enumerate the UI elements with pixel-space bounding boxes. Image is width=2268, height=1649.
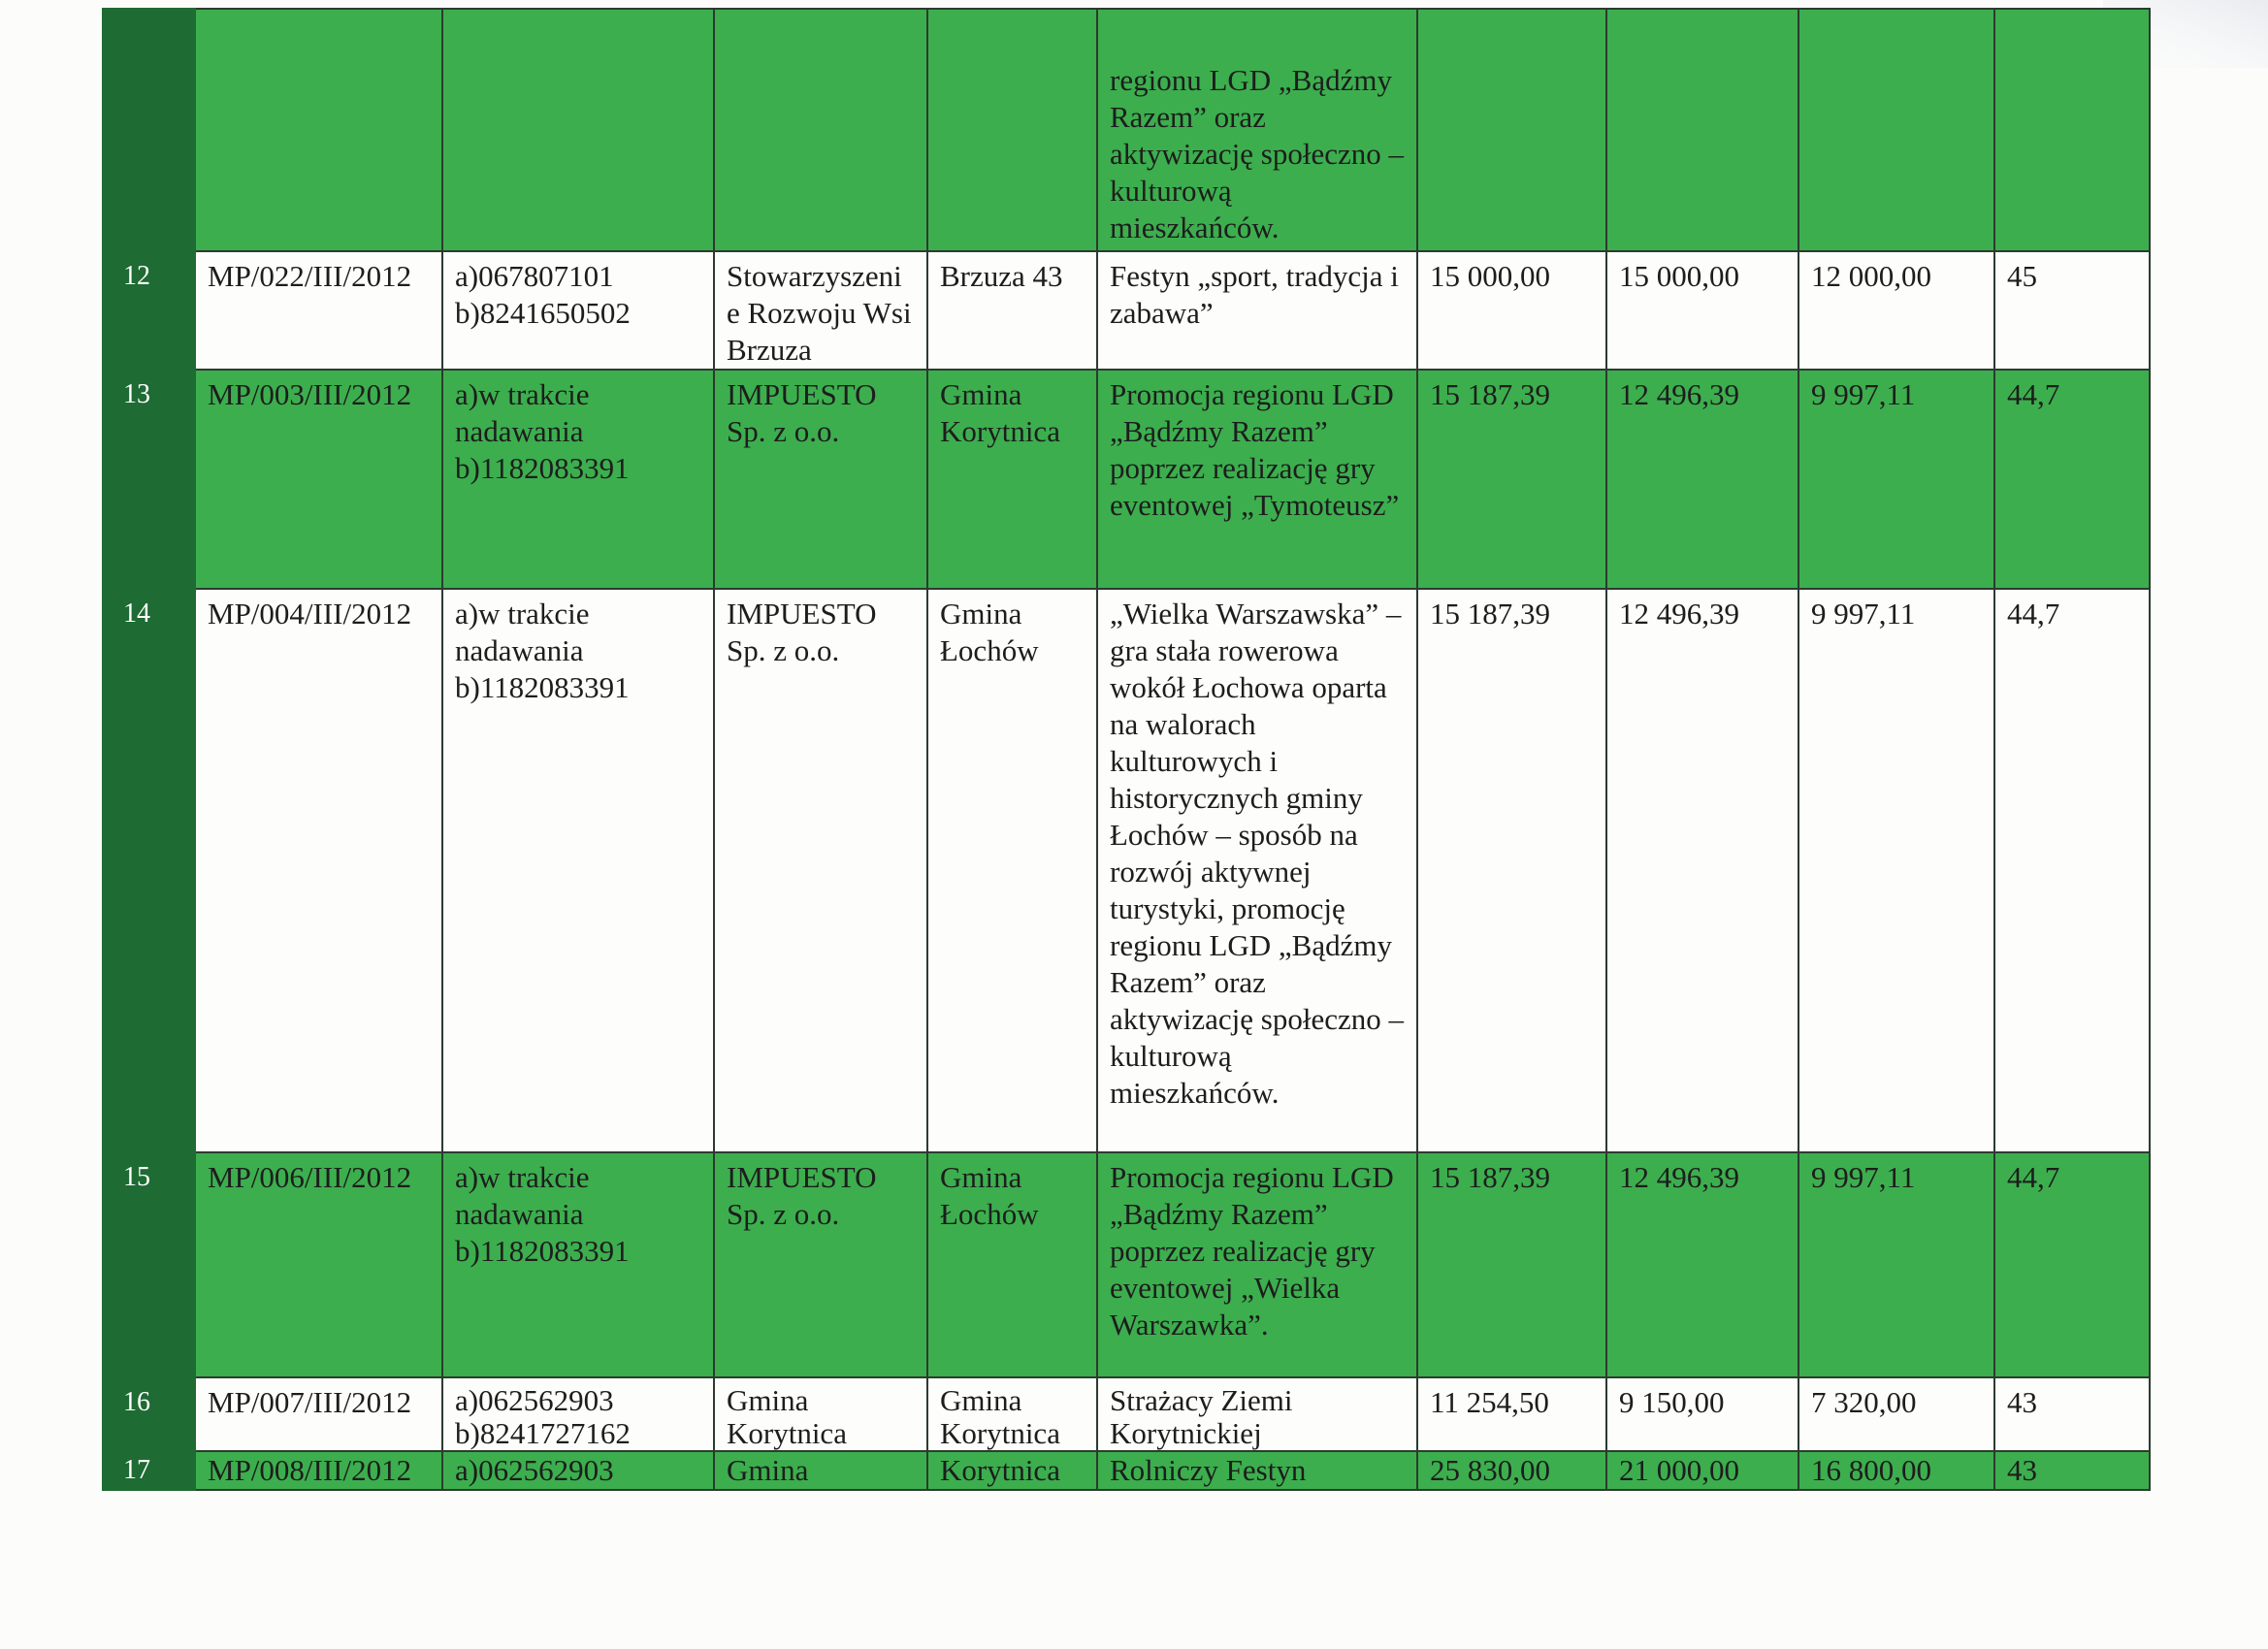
- row-points: 43: [1994, 1451, 2150, 1490]
- row-total-cost: 25 830,00: [1417, 1451, 1606, 1490]
- row-title: Promocja regionu LGD „Bądźmy Razem” poprzez realizację gry eventowej „Wielka Warszawka”.: [1097, 1152, 1417, 1377]
- row-lp: [103, 9, 195, 251]
- row-total-cost: 15 187,39: [1417, 589, 1606, 1152]
- row-eligible-cost: 12 496,39: [1606, 589, 1798, 1152]
- table-body: [103, 9, 2150, 1490]
- row-points: 44,7: [1994, 370, 2150, 589]
- row-nr: MP/004/III/2012: [195, 589, 442, 1152]
- applications-table-wrapper: [102, 8, 2158, 1487]
- row-place: [927, 9, 1097, 251]
- row-lp: 16: [103, 1377, 195, 1451]
- row-ids: [442, 251, 714, 370]
- row-points: 44,7: [1994, 1152, 2150, 1377]
- row-ids: [442, 1152, 714, 1377]
- row-lp: 14: [103, 589, 195, 1152]
- row-nr: MP/007/III/2012: [195, 1377, 442, 1451]
- row-total-cost: 15 187,39: [1417, 370, 1606, 589]
- table-row: [103, 9, 2150, 251]
- table-row: [103, 1451, 2150, 1490]
- row-ids: [442, 589, 714, 1152]
- row-total-cost: [1417, 9, 1606, 251]
- row-lp: 13: [103, 370, 195, 589]
- row-applicant: Stowarzyszenie Rozwoju Wsi Brzuza: [714, 251, 927, 370]
- row-eligible-cost: 12 496,39: [1606, 1152, 1798, 1377]
- row-funding: 12 000,00: [1798, 251, 1994, 370]
- row-funding: [1798, 9, 1994, 251]
- row-id-b: b)1182083391: [455, 451, 630, 485]
- row-id-a: a)067807101: [455, 259, 614, 293]
- row-id-b: b)8241727162: [455, 1416, 631, 1450]
- row-lp: 12: [103, 251, 195, 370]
- row-points: [1994, 9, 2150, 251]
- row-total-cost: 15 000,00: [1417, 251, 1606, 370]
- row-place: Korytnica: [927, 1451, 1097, 1490]
- row-funding: 16 800,00: [1798, 1451, 1994, 1490]
- row-id-a: a)062562903: [455, 1453, 614, 1487]
- row-eligible-cost: 15 000,00: [1606, 251, 1798, 370]
- row-ids: [442, 1451, 714, 1490]
- row-applicant: Gmina: [714, 1451, 927, 1490]
- table-row: [103, 589, 2150, 1152]
- row-id-a: a)w trakcie nadawania: [455, 1160, 590, 1231]
- row-applicant: Gmina Korytnica: [714, 1377, 927, 1451]
- table-row: [103, 251, 2150, 370]
- row-nr: MP/022/III/2012: [195, 251, 442, 370]
- row-nr: [195, 9, 442, 251]
- row-eligible-cost: 21 000,00: [1606, 1451, 1798, 1490]
- row-place: Gmina Korytnica: [927, 370, 1097, 589]
- row-place: Gmina Korytnica: [927, 1377, 1097, 1451]
- table-row: [103, 370, 2150, 589]
- row-id-b: b)8241650502: [455, 296, 631, 330]
- row-funding: 9 997,11: [1798, 1152, 1994, 1377]
- row-lp: 15: [103, 1152, 195, 1377]
- row-funding: 7 320,00: [1798, 1377, 1994, 1451]
- table-row: [103, 1152, 2150, 1377]
- row-points: 45: [1994, 251, 2150, 370]
- row-total-cost: 11 254,50: [1417, 1377, 1606, 1451]
- row-title: „Wielka Warszawska” – gra stała rowerowa wokół Łochowa oparta na walorach kulturowych i historycznych gminy Łochów – sposób na rozwój aktywnej turystyki, promocję regionu LGD „Bądźmy Razem” oraz aktywizację społeczno – kulturową mieszkańców.: [1097, 589, 1417, 1152]
- row-place: Gmina Łochów: [927, 1152, 1097, 1377]
- row-funding: 9 997,11: [1798, 589, 1994, 1152]
- row-points: 43: [1994, 1377, 2150, 1451]
- row-title: Festyn „sport, tradycja i zabawa”: [1097, 251, 1417, 370]
- row-id-a: a)062562903: [455, 1383, 614, 1417]
- row-ids: [442, 370, 714, 589]
- row-id-b: b)1182083391: [455, 1234, 630, 1268]
- table-row: [103, 1377, 2150, 1451]
- row-id-a: a)w trakcie nadawania: [455, 377, 590, 448]
- row-title: Rolniczy Festyn: [1097, 1451, 1417, 1490]
- row-nr: MP/003/III/2012: [195, 370, 442, 589]
- row-title: Strażacy Ziemi Korytnickiej: [1097, 1377, 1417, 1451]
- row-applicant: IMPUESTO Sp. z o.o.: [714, 589, 927, 1152]
- row-place: Gmina Łochów: [927, 589, 1097, 1152]
- row-eligible-cost: [1606, 9, 1798, 251]
- row-ids: [442, 9, 714, 251]
- row-applicant: IMPUESTO Sp. z o.o.: [714, 1152, 927, 1377]
- row-applicant: IMPUESTO Sp. z o.o.: [714, 370, 927, 589]
- row-funding: 9 997,11: [1798, 370, 1994, 589]
- applications-table: [102, 8, 2151, 1491]
- row-title: regionu LGD „Bądźmy Razem” oraz aktywizację społeczno – kulturową mieszkańców.: [1097, 9, 1417, 251]
- row-total-cost: 15 187,39: [1417, 1152, 1606, 1377]
- row-eligible-cost: 9 150,00: [1606, 1377, 1798, 1451]
- row-nr: MP/006/III/2012: [195, 1152, 442, 1377]
- row-points: 44,7: [1994, 589, 2150, 1152]
- row-id-a: a)w trakcie nadawania: [455, 597, 590, 667]
- row-id-b: b)1182083391: [455, 670, 630, 704]
- row-nr: MP/008/III/2012: [195, 1451, 442, 1490]
- row-title: Promocja regionu LGD „Bądźmy Razem” poprzez realizację gry eventowej „Tymoteusz”: [1097, 370, 1417, 589]
- row-applicant: [714, 9, 927, 251]
- row-ids: [442, 1377, 714, 1451]
- row-eligible-cost: 12 496,39: [1606, 370, 1798, 589]
- row-lp: 17: [103, 1451, 195, 1490]
- row-place: Brzuza 43: [927, 251, 1097, 370]
